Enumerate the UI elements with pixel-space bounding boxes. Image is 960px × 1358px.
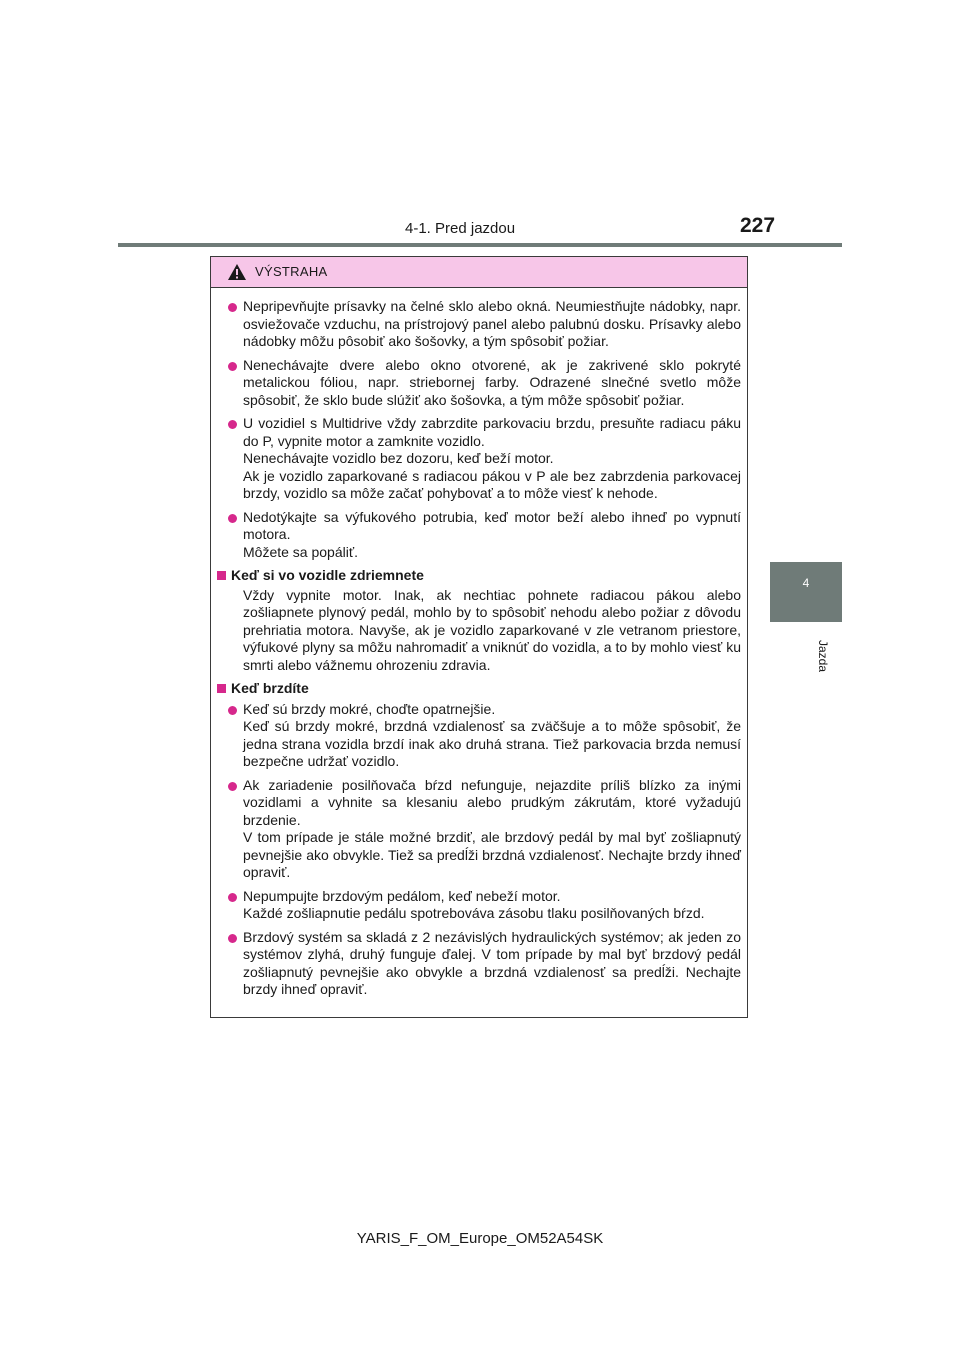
header-divider	[118, 243, 842, 247]
footer-code: YARIS_F_OM_Europe_OM52A54SK	[356, 1230, 604, 1247]
section-text: Vždy vypnite motor. Inak, ak nechtiac pohnete radiacou pákou alebo zošliapnete plynový pedál, mohlo by to spôsobiť nehodu alebo požiar z dôvodu prehriatia motora. Navyše, ak je vozidlo zaparkované v zle vetranom priestore, výfukové plyny sa môžu nahromadiť a vniknúť do vozidla, a to by mohlo viesť ku smrti alebo vážnemu ohrozeniu zdravia.	[243, 586, 741, 673]
square-bullet-icon	[217, 571, 226, 580]
warning-title: VÝSTRAHA	[255, 264, 328, 279]
section-title: 4-1. Pred jazdou	[405, 220, 516, 237]
chapter-label: Jazda	[816, 640, 830, 673]
bullet-dot-icon	[228, 514, 237, 523]
bullet-item	[217, 298, 741, 351]
warning-section	[217, 567, 741, 674]
bullet-text: Nepumpujte brzdovým pedálom, keď nebeží motor.	[243, 887, 561, 904]
section-heading	[217, 680, 741, 698]
bullet-text: Nedotýkajte sa výfukového potrubia, keď motor beží alebo ihneď po vypnutí motora.	[243, 508, 741, 542]
section-items	[217, 701, 741, 999]
bullet-text: Nenechávajte vozidlo bez dozoru, keď beží motor.	[243, 450, 554, 466]
bullet-item	[217, 929, 741, 999]
bullet-item	[217, 357, 741, 410]
bullet-text: Môžete sa popáliť.	[243, 543, 358, 560]
chapter-number: 4	[802, 576, 810, 590]
bullet-item	[217, 888, 741, 923]
warning-triangle-icon	[227, 263, 247, 281]
warning-section	[217, 680, 741, 999]
bullet-dot-icon	[228, 893, 237, 902]
bullet-text: Ak zariadenie posilňovača bŕzd nefunguje, nejazdite príliš blízko za inými vozidlami a vyhnite sa klesaniu alebo prudkým zákrutám, ktoré vyžadujú brzdenie.	[243, 776, 741, 828]
square-bullet-icon	[217, 684, 226, 693]
warning-header	[211, 257, 747, 288]
bullet-item	[217, 415, 741, 503]
bullet-text: Každé zošliapnutie pedálu spotrebováva zásobu tlaku posilňovaných bŕzd.	[243, 905, 705, 921]
bullet-text: Keď sú brzdy mokré, choďte opatrnejšie.	[243, 700, 496, 717]
bullet-dot-icon	[228, 362, 237, 371]
bullet-dot-icon	[228, 706, 237, 715]
bullet-text: U vozidiel s Multidrive vždy zabrzdite parkovaciu brzdu, presuňte radiacu páku do P, vypnite motor a zamknite vozidlo.	[243, 415, 741, 449]
bullet-item	[217, 777, 741, 882]
bullet-text: Brzdový systém sa skladá z 2 nezávislých hydraulických systémov; ak jeden zo systémov zlyhá, druhý funguje ďalej. V tom prípade by mal byť brzdový pedál zošliapnutý pevnejšie ako obvykle a brzdná vzdialenosť sa predĺži. Nechajte brzdy ihneď opraviť.	[243, 928, 741, 997]
warning-body	[211, 288, 747, 999]
section-heading	[217, 567, 741, 585]
bullet-item	[217, 701, 741, 771]
bullet-item	[217, 509, 741, 562]
warning-box	[210, 256, 748, 1018]
section-heading-text: Keď brzdíte	[231, 680, 309, 696]
page-number: 227	[740, 214, 776, 237]
bullet-dot-icon	[228, 420, 237, 429]
bullet-text: Nenechávajte dvere alebo okno otvorené, ak je zakrivené sklo pokryté metalickou fóliou, napr. striebornej farby. Odrazené slnečné svetlo môže spôsobiť, že sklo bude slúžiť ako šošovka, a tým môže spôsobiť požiar.	[243, 356, 741, 408]
bullet-dot-icon	[228, 782, 237, 791]
section-heading-text: Keď si vo vozidle zdriemnete	[231, 567, 424, 583]
bullet-dot-icon	[228, 303, 237, 312]
bullet-dot-icon	[228, 934, 237, 943]
bullet-text: Nepripevňujte prísavky na čelné sklo alebo okná. Neumiestňujte nádobky, napr. osviežovače vzduchu, na prístrojový panel alebo palubnú dosku. Prísavky alebo nádobky môžu pôsobiť ako šošovky, a tým spôsobiť požiar.	[243, 298, 741, 349]
bullet-text: Keď sú brzdy mokré, brzdná vzdialenosť sa zväčšuje a to môže spôsobiť, že jedna strana vozidla brzdí inak ako druhá strana. Tiež parkovacia brzda nemusí bezpečne udržať vozidlo.	[243, 718, 741, 769]
chapter-tab	[770, 562, 842, 622]
bullet-text: Ak je vozidlo zaparkované s radiacou pákou v P ale bez zabrzdenia parkovacej brzdy, vozidlo sa môže začať pohybovať a to môže viesť k nehode.	[243, 467, 741, 501]
bullet-text: V tom prípade je stále možné brzdiť, ale brzdový pedál by mal byť zošliapnutý pevnejšie ako obvykle. Tiež sa predĺži brzdná vzdialenosť. Nechajte brzdy ihneď opraviť.	[243, 829, 741, 880]
